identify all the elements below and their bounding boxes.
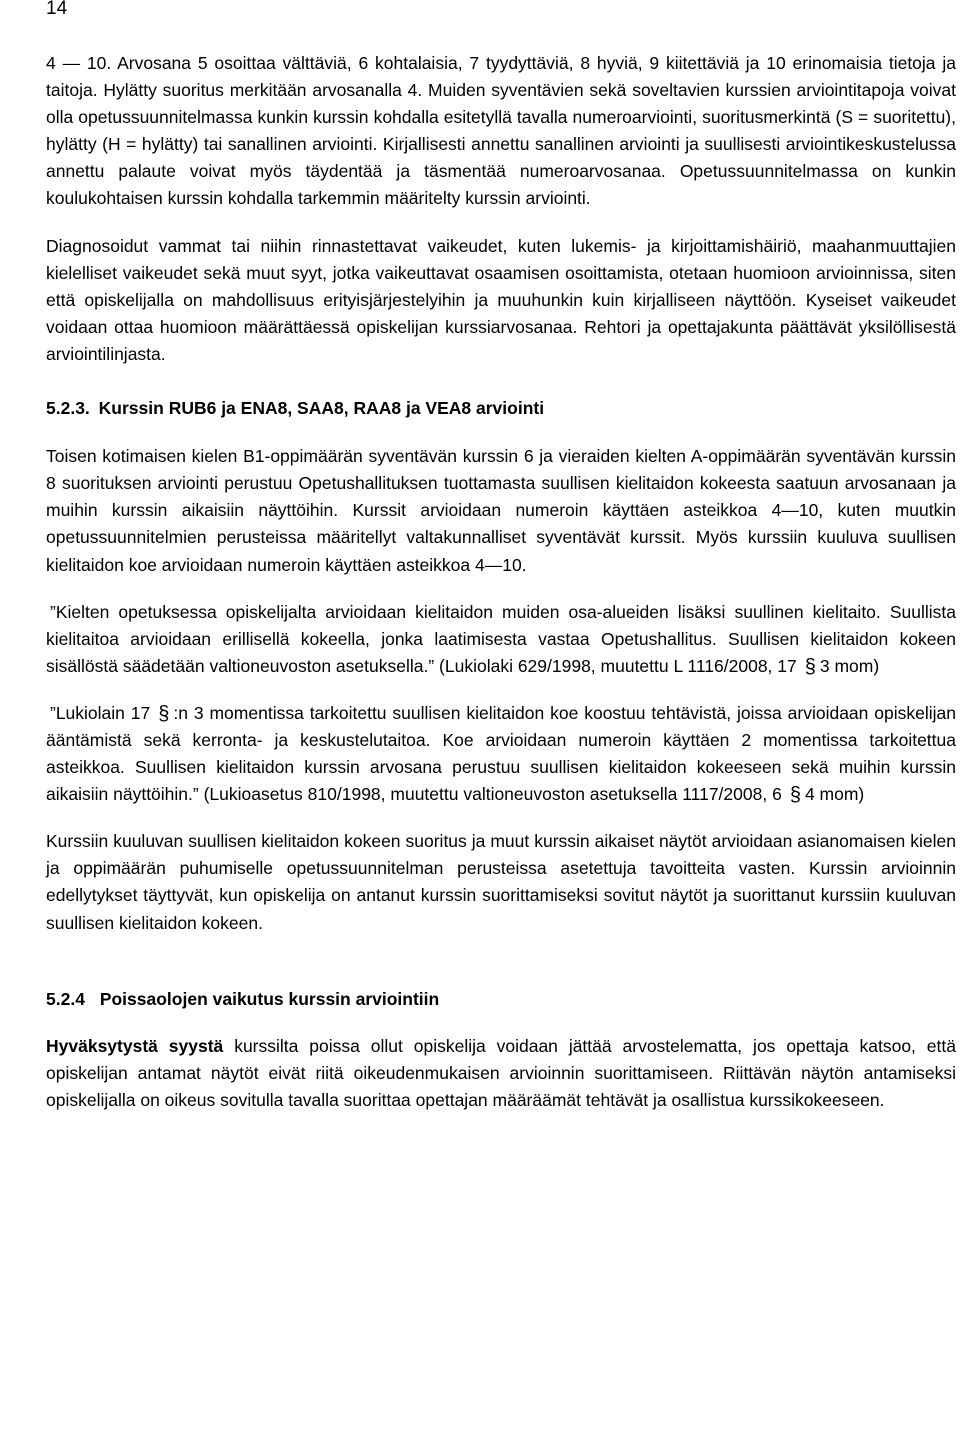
decree-quote-c: 4 mom) — [804, 784, 865, 805]
decree-quote-b: :n 3 momentissa tarkoitettu suullisen kielitaidon koe koostuu tehtävistä, joissa arvioidaan opiskelijan ääntämistä sekä kerronta- ja keskustelutaitoa. Koe arvioidaan numeroin käyttäen 2 momentissa tarkoitettua asteikkoa. Suullisen kielitaidon kurssin arvosana perustuu suullisen kielitaidon kokeeseen sekä muihin kurssin aikaisiin näyttöihin.” (Lukioasetus 810/1998, muutettu valtioneuvoston asetuksella 1117/2008, 6 — [46, 702, 956, 805]
section-title: Poissaolojen vaikutus kurssin arviointiin — [99, 988, 440, 1009]
paragraph-oral-exam-basis: Toisen kotimaisen kielen B1-oppimäärän syventävän kurssin 6 ja vieraiden kielten A-oppimäärän syventävän kurssin 8 suorituksen arviointi perustuu Opetushallituksen tuottamasta suullisen kielitaidon kokeesta saatuun arvosanaan ja muihin kurssin aikaisiin näyttöihin. Kurssit arvioidaan numeroin käyttäen asteikkoa 4—10, kuten muutkin opetussuunnitelmien perusteissa määritellyt valtakunnalliset syventävät kurssit. Myös kurssiin kuuluva suullisen kielitaidon koe arvioidaan numeroin käyttäen asteikkoa 4—10. — [46, 446, 956, 575]
law-quote-text: ”Kielten opetuksessa opiskelijalta arvioidaan kielitaidon muiden osa-alueiden lisäksi suullinen kielitaito. Suullista kielitaitoa arvioidaan erillisellä kokeella, jonka laatimisesta vastaa Opetushallitus. Suullisen kielitaidon kokeen sisällöstä säädetään valtioneuvoston asetuksella.” — [46, 601, 956, 676]
section-sign-icon: § — [789, 784, 801, 807]
paragraph-law-quote — [46, 599, 956, 680]
bold-phrase: Hyväksytystä syystä — [46, 1035, 224, 1056]
document-body — [46, 50, 956, 1114]
law-reference-a: (Lukiolaki 629/1998, muutettu L 1116/2008, 17 — [439, 655, 797, 676]
law-reference-b: 3 mom) — [819, 655, 880, 676]
section-sign-icon: § — [804, 655, 816, 678]
section-heading-5-2-4 — [46, 986, 956, 1013]
paragraph-special-needs: Diagnosoidut vammat tai niihin rinnastettavat vaikeudet, kuten lukemis- ja kirjoittamishäiriö, maahanmuuttajien kielelliset vaikeudet sekä muut syyt, jotka vaikeuttavat osaamisen osoittamista, otetaan huomioon arvioinnissa, siten että opiskelijalla on mahdollisuus erityisjärjestelyihin ja muuhunkin kuin kirjalliseen näyttöön. Kyseiset vaikeudet voidaan ottaa huomioon määrättäessä opiskelijan kurssiarvosanaa. Rehtori ja opettajakunta päättävät yksilöllisestä arviointilinjasta. — [46, 235, 956, 364]
decree-quote-a: ”Lukiolain 17 — [50, 702, 151, 723]
section-number: 5.2.3. — [46, 398, 90, 419]
section-heading-5-2-3 — [46, 395, 956, 422]
paragraph-assessment-criteria: Kurssiin kuuluvan suullisen kielitaidon kokeen suoritus ja muut kurssin aikaiset näytöt arvioidaan asianomaisen kielen ja oppimäärän puhumiselle opetussuunnitelman perusteissa asetettuja tavoitteita vasten. Kurssin arvioinnin edellytykset täyttyvät, kun opiskelija on antanut kurssin suorittamiseksi sovitut näytöt ja suorittanut kurssiin kuuluvan suullisen kielitaidon kokeen. — [46, 831, 956, 933]
section-number: 5.2.4 — [46, 988, 85, 1009]
section-sign-icon: § — [158, 702, 170, 725]
paragraph-grading-scale: 4 — 10. Arvosana 5 osoittaa välttäviä, 6 kohtalaisia, 7 tyydyttäviä, 8 hyviä, 9 kiitettäviä ja 10 erinomaisia tietoja ja taitoja. Hylätty suoritus merkitään arvosanalla 4. Muiden syventävien sekä soveltavien kurssien arviointitapoja voivat olla opetussuunnitelmassa kunkin kurssin kohdalla esitetyllä tavalla numeroarviointi, suoritusmerkintä (S = suoritettu), hylätty (H = hylätty) tai sanallinen arviointi. Kirjallisesti annettu sanallinen arviointi ja suullisesti arviointikeskustelussa annettu palaute voivat myös täydentää ja täsmentää numeroarvosanaa. Opetussuunnitelmassa on kunkin koulukohtaisen kurssin kohdalla tarkemmin määritelty kurssin arviointi. — [46, 53, 956, 209]
section-title: Kurssin RUB6 ja ENA8, SAA8, RAA8 ja VEA8 arviointi — [98, 398, 545, 419]
absences-text: kurssilta poissa ollut opiskelija voidaan jättää arvostelematta, jos opettaja katsoo, että opiskelijan antamat näytöt eivät riitä oikeudenmukaisen arvioinnin suorittamiseen. Riittävän näytön antamiseksi opiskelijalla on oikeus sovitulla tavalla suorittaa opettajan määräämät tehtävät ja osallistua kurssikokeeseen. — [46, 1035, 956, 1110]
page-number: 14 — [46, 0, 68, 19]
paragraph-absences — [46, 1033, 956, 1114]
paragraph-decree-quote — [46, 700, 956, 808]
